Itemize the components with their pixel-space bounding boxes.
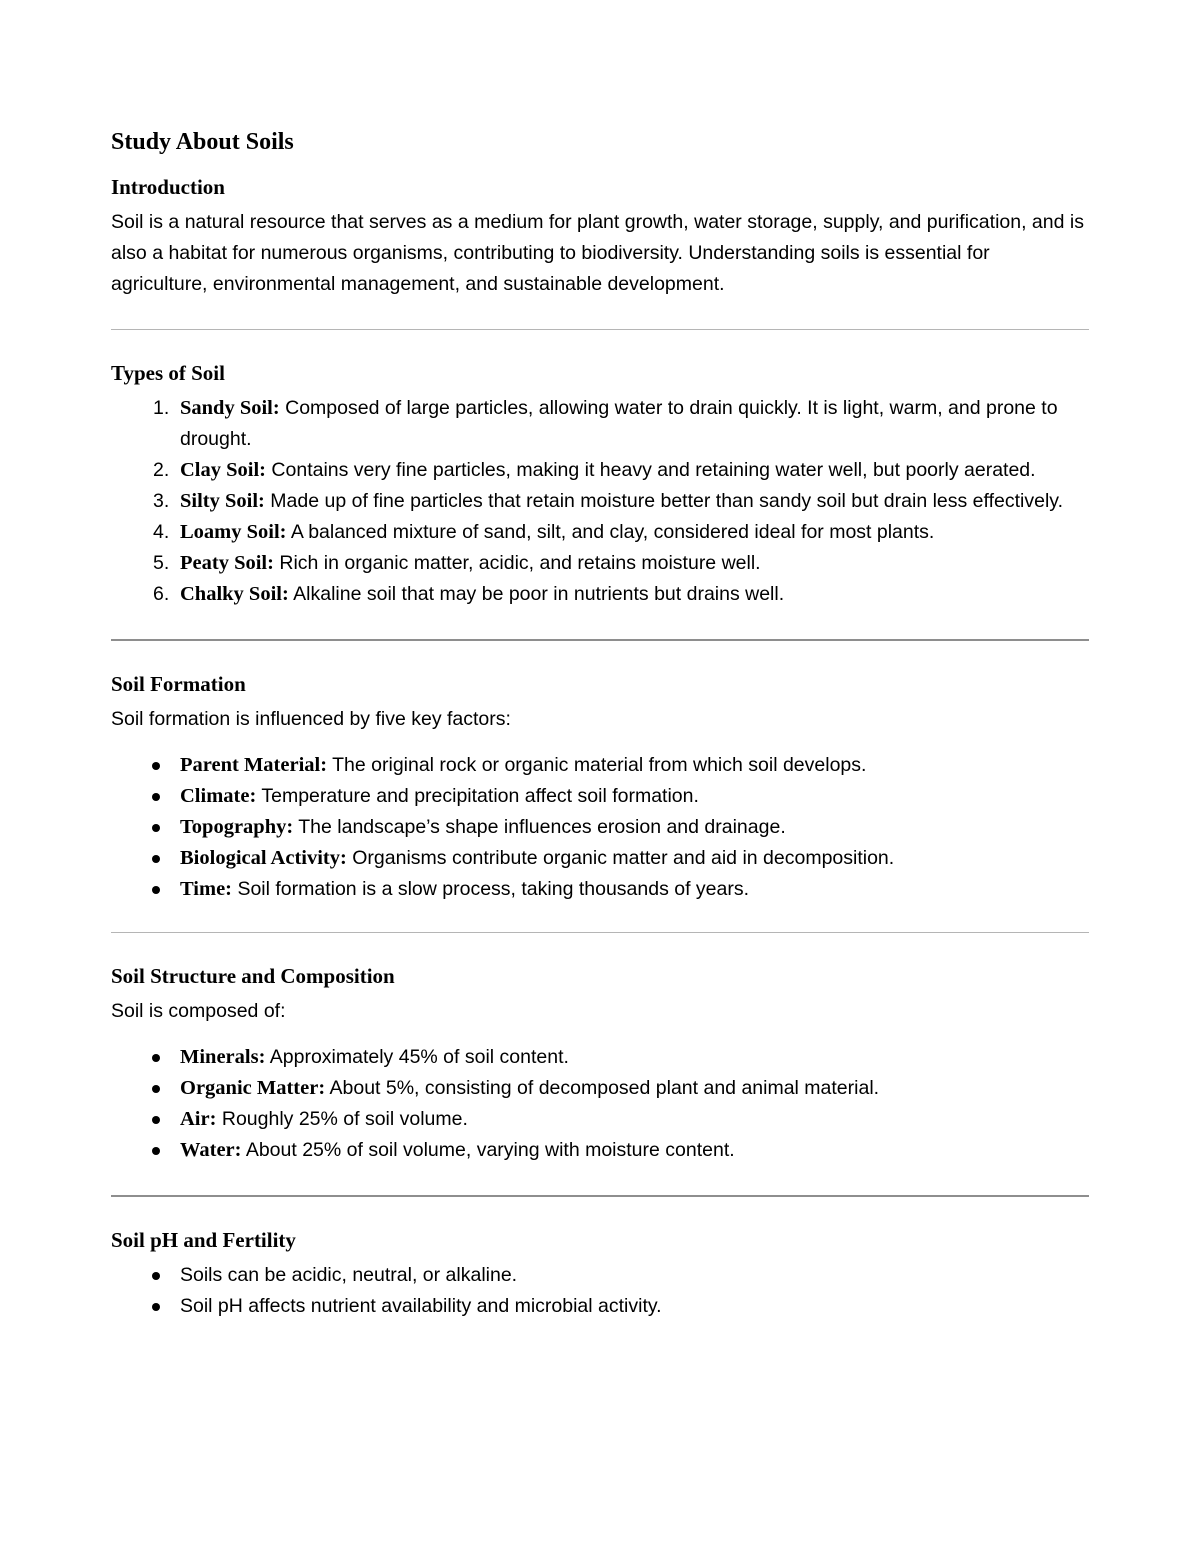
list-item [111,455,1089,486]
item-description: Contains very fine particles, making it heavy and retaining water well, but poorly aerated. [271,459,1036,481]
bullet-icon [152,886,160,894]
list-number: 5. [153,552,170,574]
list-item [111,1073,1089,1104]
section-divider [111,932,1089,933]
item-term: Peaty Soil: [180,552,274,574]
introduction-heading: Introduction [111,175,225,199]
types-section [111,358,1089,610]
list-item [111,781,1089,812]
item-term: Silty Soil: [180,490,265,512]
introduction-section [111,172,1089,300]
ph-heading: Soil pH and Fertility [111,1228,296,1252]
item-description: The landscape’s shape influences erosion and drainage. [298,816,786,838]
list-item [111,393,1089,455]
list-item [111,750,1089,781]
item-description: Roughly 25% of soil volume. [221,1108,468,1130]
bullet-icon [152,824,160,832]
list-item [111,1104,1089,1135]
bullet-icon [152,855,160,863]
bullet-icon [152,793,160,801]
item-term: Climate: [180,785,257,807]
list-item [111,874,1089,905]
ph-list [111,1260,1089,1322]
list-item [111,1042,1089,1073]
structure-heading: Soil Structure and Composition [111,964,395,988]
list-item [111,579,1089,610]
item-term: Clay Soil: [180,459,266,481]
bullet-icon [152,1272,160,1280]
item-description: Made up of fine particles that retain moisture better than sandy soil but drain less effectively. [270,490,1063,512]
item-term: Loamy Soil: [180,521,287,543]
item-term: Air: [180,1108,217,1130]
list-item [111,1135,1089,1166]
list-item [111,1291,1089,1322]
bullet-icon [152,1054,160,1062]
section-divider [111,639,1089,641]
item-description: Approximately 45% of soil content. [269,1046,569,1068]
item-description: Temperature and precipitation affect soil formation. [261,785,699,807]
item-description: Composed of large particles, allowing water to drain quickly. It is light, warm, and prone to drought. [180,397,1058,450]
item-description: Soils can be acidic, neutral, or alkaline. [180,1264,518,1286]
item-term: Water: [180,1139,242,1161]
list-item [111,548,1089,579]
types-list [111,393,1089,610]
list-item [111,812,1089,843]
formation-intro: Soil formation is influenced by five key factors: [111,708,511,730]
item-description: Soil formation is a slow process, taking thousands of years. [237,878,750,900]
list-item [111,843,1089,874]
list-number: 1. [153,397,170,419]
item-term: Minerals: [180,1046,266,1068]
bullet-icon [152,1147,160,1155]
list-item [111,517,1089,548]
item-term: Topography: [180,816,294,838]
bullet-icon [152,1116,160,1124]
structure-list [111,1042,1089,1166]
item-description: About 25% of soil volume, varying with moisture content. [245,1139,735,1161]
types-heading: Types of Soil [111,361,225,385]
structure-intro: Soil is composed of: [111,1000,286,1022]
formation-section [111,669,1089,905]
list-item [111,1260,1089,1291]
introduction-text: Soil is a natural resource that serves as a medium for plant growth, water storage, supply, and purification, and is also a habitat for numerous organisms, contributing to biodiversity. Understanding soils is essential for agriculture, environmental management, and sustainable development. [111,211,1084,295]
item-description: Alkaline soil that may be poor in nutrients but drains well. [293,583,785,605]
section-divider [111,329,1089,330]
item-term: Sandy Soil: [180,397,280,419]
list-number: 6. [153,583,170,605]
item-term: Time: [180,878,233,900]
item-term: Parent Material: [180,754,328,776]
bullet-icon [152,762,160,770]
item-term: Biological Activity: [180,847,347,869]
document-title: Study About Soils [111,129,294,155]
item-description: Rich in organic matter, acidic, and retains moisture well. [279,552,761,574]
item-term: Organic Matter: [180,1077,326,1099]
section-divider [111,1195,1089,1197]
item-description: The original rock or organic material from which soil develops. [332,754,867,776]
formation-heading: Soil Formation [111,672,246,696]
structure-section [111,961,1089,1166]
item-term: Chalky Soil: [180,583,289,605]
document-page [111,125,1089,1322]
item-description: Organisms contribute organic matter and aid in decomposition. [352,847,895,869]
item-description: About 5%, consisting of decomposed plant and animal material. [329,1077,880,1099]
bullet-icon [152,1303,160,1311]
item-description: A balanced mixture of sand, silt, and clay, considered ideal for most plants. [290,521,935,543]
item-description: Soil pH affects nutrient availability and microbial activity. [180,1295,662,1317]
ph-section [111,1225,1089,1322]
bullet-icon [152,1085,160,1093]
list-number: 2. [153,459,170,481]
list-number: 3. [153,490,170,512]
list-number: 4. [153,521,170,543]
formation-list [111,750,1089,905]
list-item [111,486,1089,517]
